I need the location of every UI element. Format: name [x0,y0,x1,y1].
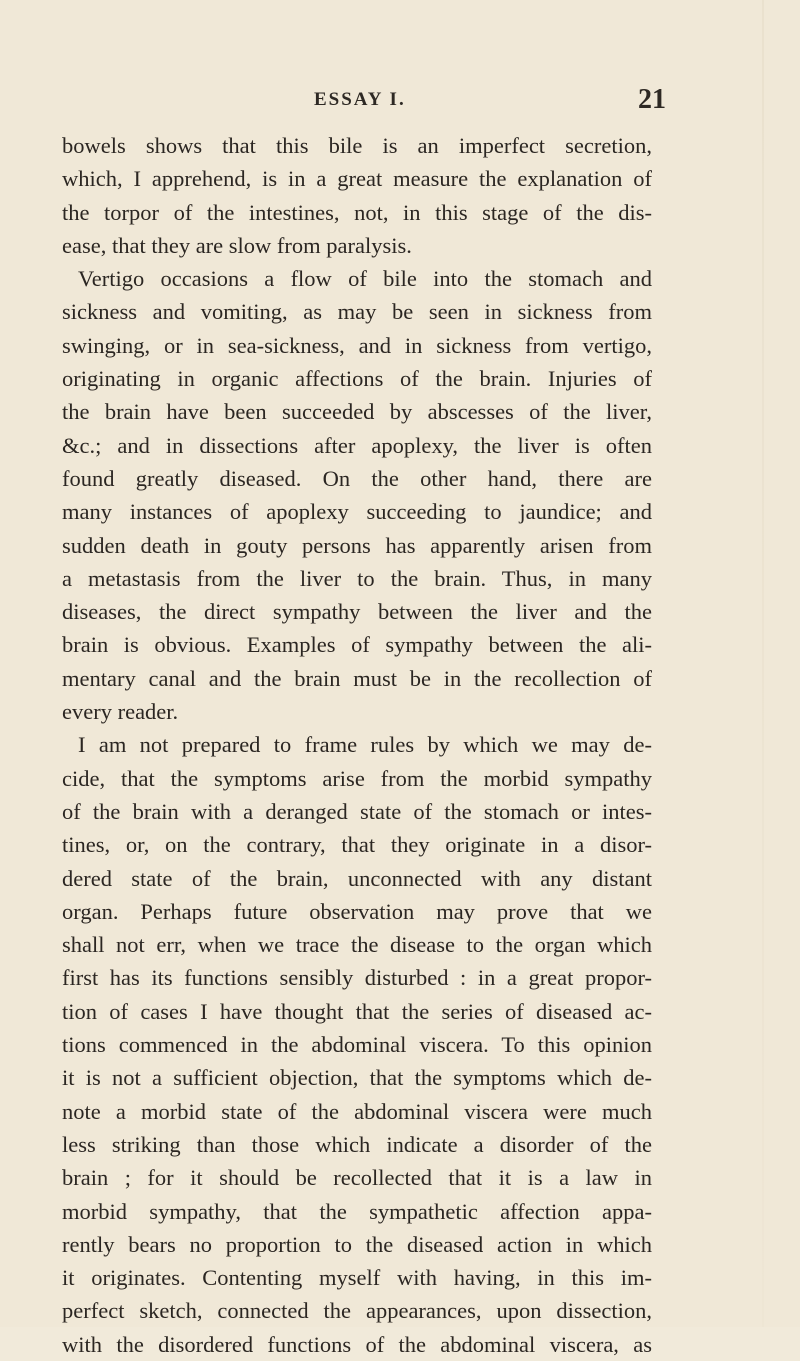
text-line: cide, that the symptoms arise from the morbid sympathy [62,765,652,791]
text-line: perfect sketch, connected the appearances, upon dissection, [62,1298,652,1324]
running-head [0,84,800,124]
text-line: the torpor of the intestines, not, in this stage of the dis- [62,199,652,225]
text-line: &c.; and in dissections after apoplexy, the liver is often [62,432,652,458]
text-line: it is not a sufficient objection, that the symptoms which de- [62,1065,652,1091]
text-line: tion of cases I have thought that the series of diseased ac- [62,998,652,1024]
text-line: many instances of apoplexy succeeding to jaundice; and [62,499,652,525]
text-line: of the brain with a deranged state of the stomach or intes- [62,798,652,824]
text-line: bowels shows that this bile is an imperfect secretion, [62,133,652,158]
running-title: ESSAY I. [314,89,406,110]
page-number: 21 [638,84,666,115]
text-line: morbid sympathy, that the sympathetic affection appa- [62,1198,652,1224]
text-line: rently bears no proportion to the diseased action in which [62,1231,652,1257]
text-line: Vertigo occasions a flow of bile into the stomach and [78,266,652,292]
text-line: originating in organic affections of the brain. Injuries of [62,366,652,392]
body-text [62,129,652,1361]
text-line: less striking than those which indicate a disorder of the [62,1131,652,1157]
text-line: tines, or, on the contrary, that they originate in a disor- [62,832,652,858]
text-line: brain ; for it should be recollected that it is a law in [62,1165,652,1191]
text-line: swinging, or in sea-sickness, and in sickness from vertigo, [62,332,652,358]
text-line: shall not err, when we trace the disease to the organ which [62,932,652,958]
text-line: the brain have been succeeded by abscesses of the liver, [62,399,652,425]
text-line: dered state of the brain, unconnected with any distant [62,865,652,891]
text-line: found greatly diseased. On the other hand, there are [62,465,652,491]
text-line: sickness and vomiting, as may be seen in sickness from [62,299,652,325]
page-edge-shadow [762,0,764,1327]
text-line: which, I apprehend, is in a great measure the explanation of [62,166,652,192]
text-line: a metastasis from the liver to the brain. Thus, in many [62,565,652,591]
text-line: every reader. [62,699,179,725]
text-line: organ. Perhaps future observation may prove that we [62,898,652,924]
text-line: brain is obvious. Examples of sympathy between the ali- [62,632,652,658]
text-line: I am not prepared to frame rules by which we may de- [78,732,652,758]
text-line: diseases, the direct sympathy between the liver and the [62,599,652,625]
text-line: sudden death in gouty persons has apparently arisen from [62,532,652,558]
text-line: it originates. Contenting myself with having, in this im- [62,1265,652,1291]
text-line: note a morbid state of the abdominal viscera were much [62,1098,652,1124]
text-line: with the disordered functions of the abdominal viscera, as [62,1331,652,1357]
text-line: tions commenced in the abdominal viscera. To this opinion [62,1032,652,1058]
text-line: mentary canal and the brain must be in the recollection of [62,665,652,691]
text-line: first has its functions sensibly disturbed : in a great propor- [62,965,652,991]
text-line: ease, that they are slow from paralysis. [62,232,412,258]
